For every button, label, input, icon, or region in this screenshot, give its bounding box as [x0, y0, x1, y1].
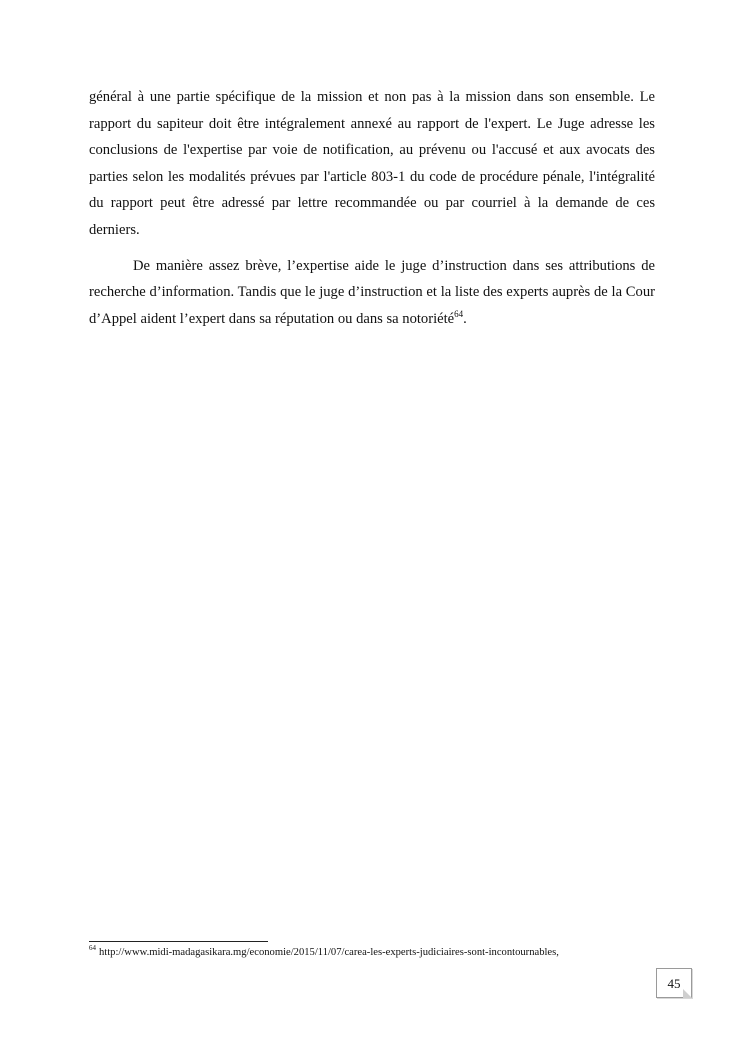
- footnote-reference[interactable]: 64: [454, 308, 464, 319]
- page-curl-icon: [683, 989, 692, 998]
- paragraph-1-text: général à une partie spécifique de la mission et non pas à la mission dans son ensemble. Le rapport du sapiteur doit être intégralement annexé au rapport de l'expert. Le Juge adresse les conclusions de l'expertise par voie de notification, au prévenu ou l'accusé et aux avocats des parties selon les modalités prévues par l'article 803-1 du code de procédure pénale, l'intégralité du rapport peut être adressé par lettre recommandée ou par courriel à la demande de ces derniers.: [89, 89, 655, 238]
- paragraph-2-trailing: .: [463, 310, 467, 327]
- paragraph-1: [89, 84, 655, 244]
- paragraph-2-text: De manière assez brève, l’expertise aide le juge d’instruction dans ses attributions de recherche d’information. Tandis que le juge d’instruction et la liste des experts auprès de la Cour d’Appel aident l’expert dans sa réputation ou dans sa notoriété: [89, 257, 655, 327]
- page-number: 45: [667, 976, 681, 991]
- footnote-separator: [89, 941, 268, 942]
- footnote-link[interactable]: http://www.midi-madagasikara.mg/economie/2015/11/07/carea-les-experts-judiciaires-sont-incontournables,: [99, 947, 559, 958]
- paragraph-2: [89, 253, 655, 333]
- footnote-number: 64: [89, 944, 96, 953]
- body-text: [89, 84, 655, 332]
- page-number-box: [656, 968, 692, 998]
- footnote: [89, 946, 689, 960]
